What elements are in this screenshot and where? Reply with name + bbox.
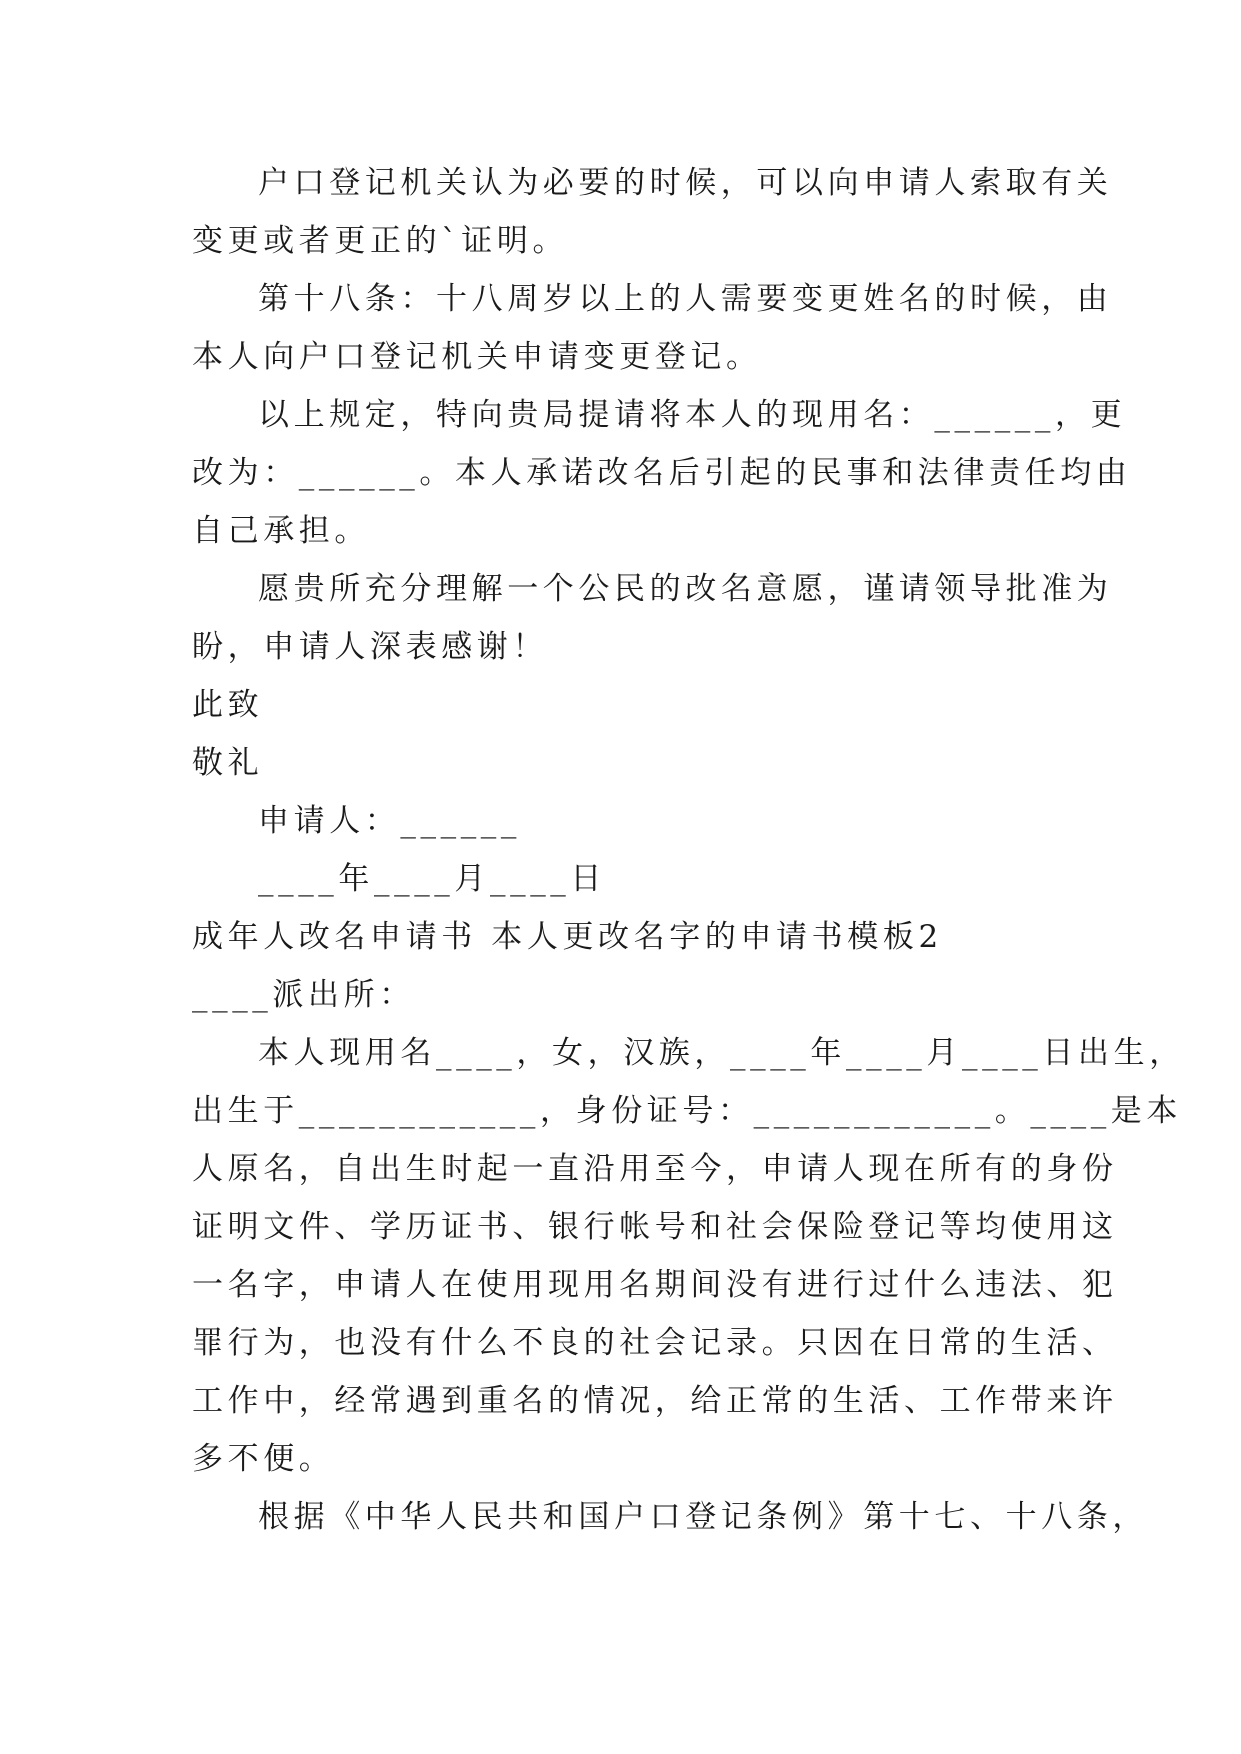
paragraph-line: 根据《中华人民共和国户口登记条例》第十七、十八条，: [258, 1499, 1148, 1535]
paragraph-line: 本人向户口登记机关申请变更登记。: [192, 339, 762, 375]
applicant-signature-line: 申请人：______: [258, 803, 521, 839]
closing-salutation: 此致: [192, 687, 264, 723]
paragraph-line: 户口登记机关认为必要的时候，可以向申请人索取有关: [258, 165, 1113, 201]
section-title: 成年人改名申请书 本人更改名字的申请书模板2: [192, 919, 943, 955]
paragraph-line: 愿贵所充分理解一个公民的改名意愿，谨请领导批准为: [258, 571, 1113, 607]
paragraph-line: 盼，申请人深表感谢！: [192, 629, 548, 665]
paragraph-line: 罪行为，也没有什么不良的社会记录。只因在日常的生活、: [192, 1325, 1118, 1361]
paragraph-line: 本人现用名____，女，汉族，____年____月____日出生，: [258, 1035, 1185, 1071]
paragraph-line: 证明文件、学历证书、银行帐号和社会保险登记等均使用这: [192, 1209, 1118, 1245]
paragraph-line: 第十八条：十八周岁以上的人需要变更姓名的时候，由: [258, 281, 1113, 317]
paragraph-line: 自己承担。: [192, 513, 370, 549]
paragraph-line: 以上规定，特向贵局提请将本人的现用名：______，更: [258, 397, 1127, 433]
closing-regards: 敬礼: [192, 745, 264, 781]
addressee-line: ____派出所：: [192, 977, 415, 1013]
paragraph-line: 工作中，经常遇到重名的情况，给正常的生活、工作带来许: [192, 1383, 1118, 1419]
paragraph-line: 出生于____________，身份证号：____________。____是本: [192, 1093, 1182, 1129]
paragraph-line: 变更或者更正的`证明。: [192, 223, 569, 259]
paragraph-line: 多不便。: [192, 1441, 335, 1477]
date-line: ____年____月____日: [258, 861, 606, 897]
paragraph-line: 一名字，申请人在使用现用名期间没有进行过什么违法、犯: [192, 1267, 1118, 1303]
paragraph-line: 改为：______。本人承诺改名后引起的民事和法律责任均由: [192, 455, 1132, 491]
paragraph-line: 人原名，自出生时起一直沿用至今，申请人现在所有的身份: [192, 1151, 1118, 1187]
